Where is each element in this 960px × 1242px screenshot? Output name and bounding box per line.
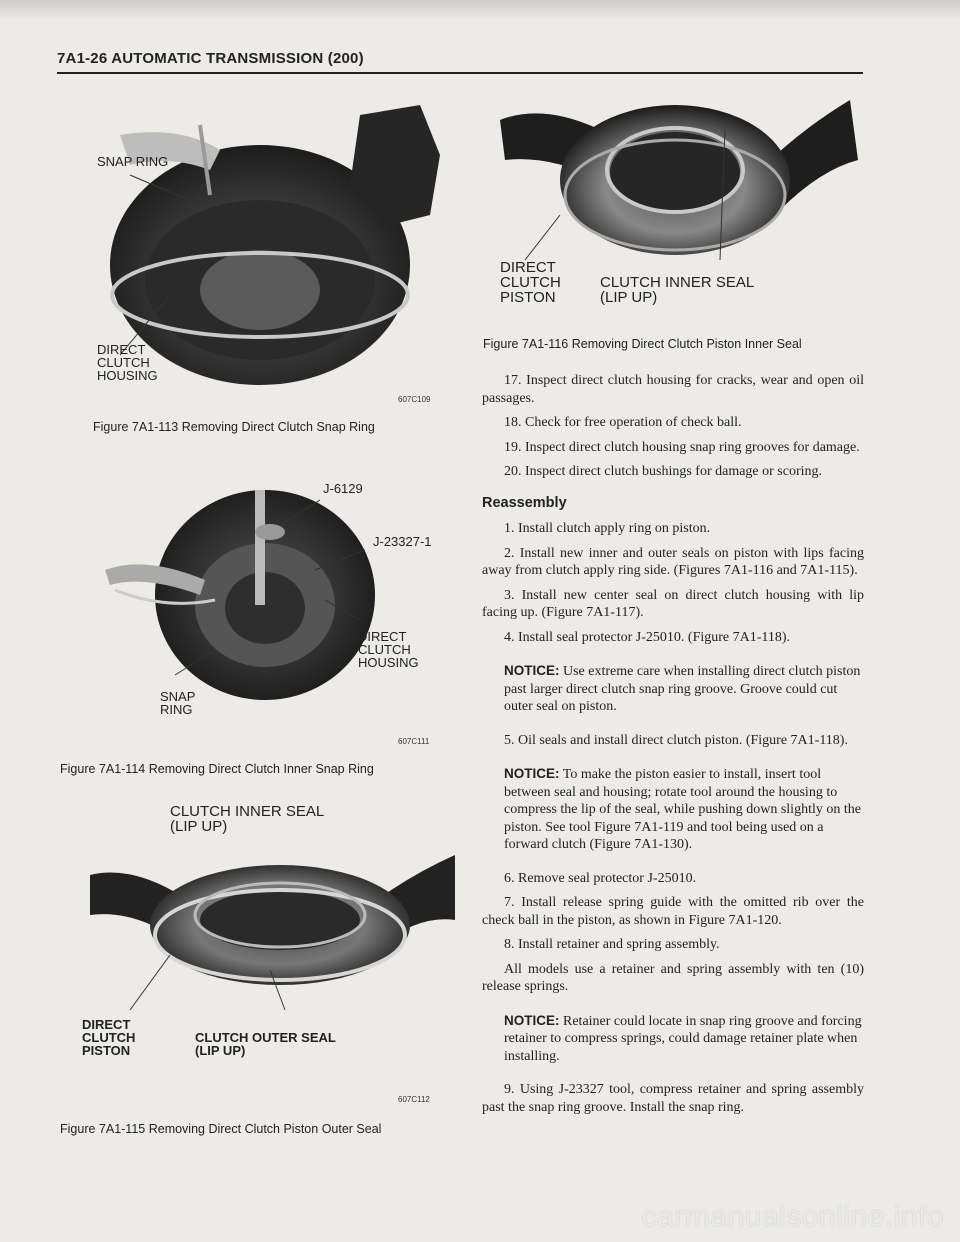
reassembly-step-4: 4. Install seal protector J-25010. (Figure 7A1-118). xyxy=(504,629,791,645)
figure-115-label-inner-seal: CLUTCH INNER SEAL (LIP UP) xyxy=(170,803,325,835)
step-18: 18. Check for free operation of check ball. xyxy=(504,415,742,430)
reassembly-step-5: 5. Oil seals and install direct clutch piston. (Figure 7A1-118). xyxy=(504,732,848,748)
figure-115-photo xyxy=(90,835,455,1015)
figure-114-label-tool-j23327: J-23327-1 xyxy=(373,534,432,549)
figure-114-label-snap-ring: SNAP RING xyxy=(160,689,196,717)
figure-114-photo xyxy=(85,470,445,735)
reassembly-step-3: 3. Install new center seal on direct clutch housing with lip facing up. (Figure 7A1-117). xyxy=(482,587,864,620)
notice-3-label: NOTICE: xyxy=(504,1012,560,1028)
reassembly-step-8: 8. Install retainer and spring assembly. xyxy=(504,937,720,952)
figure-114-code: 607C111 xyxy=(398,737,430,746)
figure-116-caption: Figure 7A1-116 Removing Direct Clutch Piston Inner Seal xyxy=(483,337,802,351)
notice-3 xyxy=(482,1012,864,1066)
figure-116-label-inner-seal: CLUTCH INNER SEAL (LIP UP) xyxy=(600,274,755,306)
reassembly-heading: Reassembly xyxy=(482,494,567,511)
procedure-text xyxy=(482,372,864,1123)
page-header xyxy=(57,50,863,74)
reassembly-step-8-note: All models use a retainer and spring assembly with ten (10) release springs. xyxy=(482,961,864,994)
notice-1 xyxy=(482,662,864,716)
step-20: 20. Inspect direct clutch bushings for damage or scoring. xyxy=(504,464,823,479)
reassembly-step-6: 6. Remove seal protector J-25010. xyxy=(504,870,697,886)
step-19: 19. Inspect direct clutch housing snap ring grooves for damage. xyxy=(504,439,860,455)
watermark: carmanualsonline.info xyxy=(641,1200,944,1233)
notice-1-text: Use extreme care when installing direct clutch piston past larger direct clutch snap ring groove. Groove could cut outer seal on piston. xyxy=(504,664,861,714)
figure-114-label-housing: DIRECT CLUTCH HOUSING xyxy=(358,629,419,670)
notice-2-label: NOTICE: xyxy=(504,766,560,781)
page-top-edge xyxy=(0,0,960,20)
reassembly-step-2: 2. Install new inner and outer seals on piston with lips facing away from clutch apply ring side. (Figures 7A1-116 and 7A1-115). xyxy=(482,545,864,578)
figure-115-caption: Figure 7A1-115 Removing Direct Clutch Piston Outer Seal xyxy=(60,1122,382,1136)
figure-114-caption: Figure 7A1-114 Removing Direct Clutch Inner Snap Ring xyxy=(60,762,374,776)
reassembly-step-7: 7. Install release spring guide with the omitted rib over the check ball in the piston, as shown in Figure 7A1-120. xyxy=(482,895,864,928)
figure-116-label-piston: DIRECT CLUTCH PISTON xyxy=(500,259,561,306)
figure-114-label-tool-j6129: J-6129 xyxy=(323,481,363,496)
step-17: 17. Inspect direct clutch housing for cracks, wear and open oil passages. xyxy=(482,373,864,406)
page-title: 7A1-26 AUTOMATIC TRANSMISSION (200) xyxy=(57,50,364,67)
figure-116-photo xyxy=(490,100,860,265)
reassembly-step-1: 1. Install clutch apply ring on piston. xyxy=(504,521,711,536)
notice-1-label: NOTICE: xyxy=(504,663,560,678)
notice-2-text: To make the piston easier to install, insert tool between seal and housing; rotate tool around the housing to compress the lip of the seal, while pushing down slightly on the piston. See tool Figure 7A1-119 and tool being used on a forward clutch (Figure 7A1-130). xyxy=(504,767,861,852)
figure-113-label-snap-ring: SNAP RING xyxy=(97,154,169,169)
figure-115-label-piston: DIRECT CLUTCH PISTON xyxy=(82,1017,136,1058)
notice-2 xyxy=(482,765,864,854)
figure-113-code: 607C109 xyxy=(398,395,431,404)
figure-115-code: 607C112 xyxy=(398,1095,430,1104)
reassembly-step-9: 9. Using J-23327 tool, compress retainer and spring assembly past the snap ring groove. Install the snap ring. xyxy=(482,1082,864,1115)
notice-3-text: Retainer could locate in snap ring groove and forcing retainer to compress springs, could damage retainer plate when installing. xyxy=(504,1013,862,1064)
figure-113-label-housing: DIRECT CLUTCH HOUSING xyxy=(97,342,158,383)
figure-115-label-outer-seal: CLUTCH OUTER SEAL (LIP UP) xyxy=(195,1030,336,1058)
figure-113-caption: Figure 7A1-113 Removing Direct Clutch Snap Ring xyxy=(93,420,375,434)
